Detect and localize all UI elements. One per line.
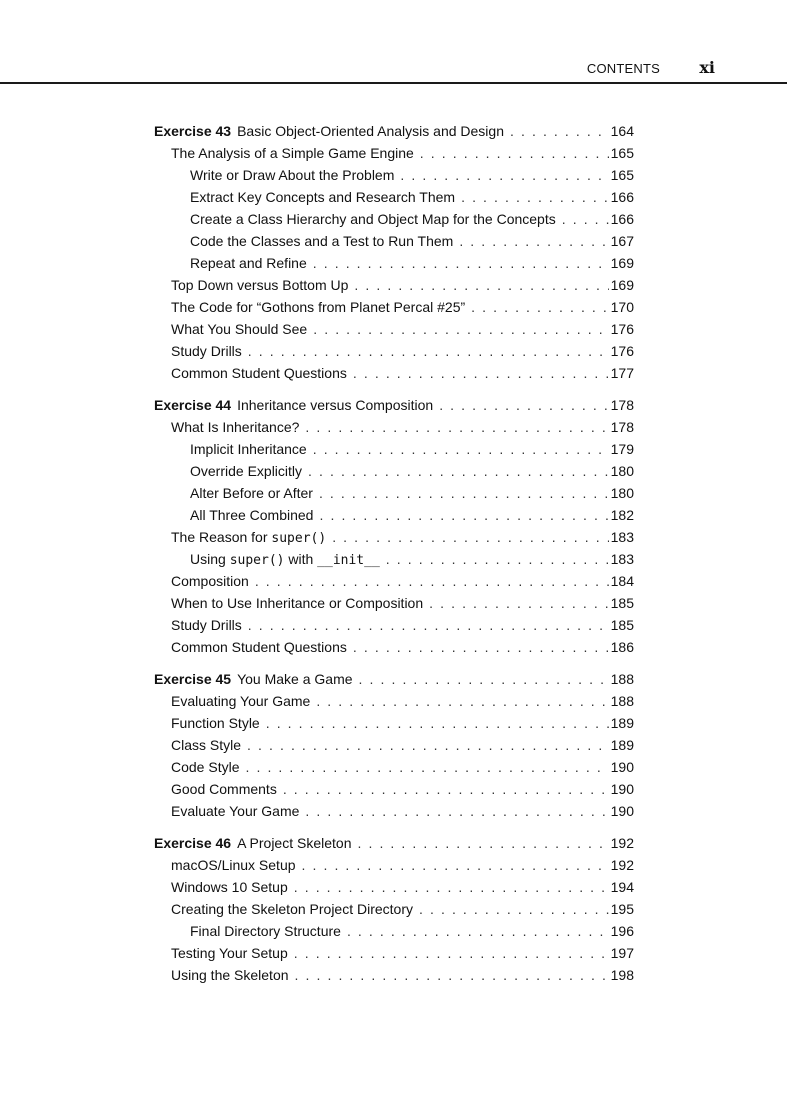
entry-page: 189 [610, 715, 634, 731]
dot-leader [319, 504, 608, 526]
dot-leader [400, 164, 608, 186]
dot-leader [357, 832, 608, 854]
entry-page: 192 [610, 835, 634, 851]
toc-entry[interactable] [154, 712, 634, 734]
toc-entry[interactable] [154, 756, 634, 778]
entry-title: Top Down versus Bottom Up [171, 277, 349, 293]
dot-leader [316, 690, 608, 712]
toc-entry[interactable] [154, 252, 634, 274]
exercise-number: Exercise 45 [154, 671, 232, 687]
exercise-number: Exercise 46 [154, 835, 232, 851]
dot-leader [319, 482, 609, 504]
dot-leader [305, 800, 608, 822]
entry-page: 184 [610, 573, 634, 589]
entry-title: Good Comments [171, 781, 277, 797]
dot-leader [247, 734, 609, 756]
code-keyword: __init__ [317, 553, 380, 568]
entry-title: Evaluating Your Game [171, 693, 311, 709]
dot-leader [313, 438, 609, 460]
dot-leader [354, 274, 608, 296]
toc-entry[interactable] [154, 942, 634, 964]
entry-title: Evaluate Your Game [171, 803, 300, 819]
dot-leader [420, 142, 609, 164]
entry-title: Study Drills [171, 343, 242, 359]
entry-title: Extract Key Concepts and Research Them [190, 189, 456, 205]
dot-leader [359, 668, 609, 690]
entry-page: 180 [610, 463, 634, 479]
table-of-contents [154, 120, 634, 986]
dot-leader [347, 920, 609, 942]
toc-entry[interactable] [154, 416, 634, 438]
entry-page: 169 [610, 255, 634, 271]
entry-page: 167 [610, 233, 634, 249]
dot-leader [439, 394, 608, 416]
entry-title: Study Drills [171, 617, 242, 633]
entry-page: 164 [610, 123, 634, 139]
entry-page: 183 [610, 529, 634, 545]
dot-leader [248, 340, 609, 362]
entry-page: 166 [610, 189, 634, 205]
toc-entry[interactable] [154, 318, 634, 340]
dot-leader [294, 942, 609, 964]
entry-page: 188 [610, 693, 634, 709]
entry-title: Common Student Questions [171, 365, 347, 381]
toc-entry[interactable] [154, 778, 634, 800]
running-head: CONTENTS [586, 61, 660, 76]
dot-leader [510, 120, 609, 142]
dot-leader [248, 614, 609, 636]
dot-leader [295, 964, 609, 986]
entry-title: The Reason for [171, 529, 272, 545]
entry-page: 188 [610, 671, 634, 687]
page-number: xi [699, 58, 715, 77]
entry-title: What You Should See [171, 321, 308, 337]
entry-title: Function Style [171, 715, 260, 731]
dot-leader [255, 570, 609, 592]
dot-leader [294, 876, 609, 898]
dot-leader [266, 712, 609, 734]
page-header [0, 0, 787, 84]
toc-entry[interactable] [154, 340, 634, 362]
entry-page: 170 [610, 299, 634, 315]
toc-entry[interactable] [154, 186, 634, 208]
header-rule [0, 82, 787, 84]
entry-title: The Analysis of a Simple Game Engine [171, 145, 414, 161]
toc-entry[interactable] [154, 548, 634, 570]
toc-entry[interactable] [154, 614, 634, 636]
entry-page: 177 [610, 365, 634, 381]
entry-title: All Three Combined [190, 507, 314, 523]
toc-entry[interactable] [154, 570, 634, 592]
entry-title: The Code for “Gothons from Planet Percal #25” [171, 299, 466, 315]
entry-page: 179 [610, 441, 634, 457]
dot-leader [459, 230, 608, 252]
dot-leader [302, 854, 609, 876]
toc-entry-exercise-45[interactable] [154, 668, 634, 690]
entry-title: macOS/Linux Setup [171, 857, 296, 873]
entry-page: 176 [610, 321, 634, 337]
entry-page: 178 [610, 397, 634, 413]
entry-page: 165 [610, 145, 634, 161]
toc-entry[interactable] [154, 854, 634, 876]
entry-page: 183 [610, 551, 634, 567]
toc-entry-exercise-46[interactable] [154, 832, 634, 854]
entry-page: 185 [610, 595, 634, 611]
dot-leader [419, 898, 609, 920]
entry-title: Write or Draw About the Problem [190, 167, 395, 183]
dot-leader [313, 318, 608, 340]
dot-leader [283, 778, 609, 800]
entry-title: Create a Class Hierarchy and Object Map for the Concepts [190, 211, 556, 227]
toc-entry[interactable] [154, 690, 634, 712]
toc-entry[interactable] [154, 636, 634, 658]
dot-leader [308, 460, 609, 482]
toc-entry[interactable] [154, 482, 634, 504]
dot-leader [353, 362, 609, 384]
dot-leader [332, 526, 608, 548]
entry-page: 189 [610, 737, 634, 753]
entry-page: 190 [610, 759, 634, 775]
entry-title: Code Style [171, 759, 240, 775]
entry-page: 180 [610, 485, 634, 501]
entry-title: Using [190, 551, 230, 567]
toc-entry[interactable] [154, 800, 634, 822]
exercise-number: Exercise 44 [154, 397, 232, 413]
toc-entry-exercise-44[interactable] [154, 394, 634, 416]
toc-entry[interactable] [154, 920, 634, 942]
toc-entry[interactable] [154, 208, 634, 230]
toc-entry[interactable] [154, 898, 634, 920]
dot-leader [386, 548, 609, 570]
entry-title: Alter Before or After [190, 485, 313, 501]
dot-leader [562, 208, 609, 230]
toc-entry[interactable] [154, 296, 634, 318]
dot-leader [353, 636, 609, 658]
entry-title: When to Use Inheritance or Composition [171, 595, 424, 611]
entry-title: Inheritance versus Composition [237, 397, 434, 413]
entry-page: 182 [610, 507, 634, 523]
entry-title: What Is Inheritance? [171, 419, 300, 435]
dot-leader [245, 756, 608, 778]
toc-entry-exercise-43[interactable] [154, 120, 634, 142]
entry-title-middle: with [284, 551, 318, 567]
entry-page: 178 [610, 419, 634, 435]
toc-entry[interactable] [154, 876, 634, 898]
code-keyword: super() [229, 553, 285, 568]
entry-title: A Project Skeleton [237, 835, 352, 851]
entry-title: Final Directory Structure [190, 923, 341, 939]
entry-title: Code the Classes and a Test to Run Them [190, 233, 454, 249]
toc-entry[interactable] [154, 438, 634, 460]
dot-leader [471, 296, 608, 318]
entry-title: Implicit Inheritance [190, 441, 307, 457]
entry-title: Class Style [171, 737, 242, 753]
entry-page: 195 [610, 901, 634, 917]
toc-entry[interactable] [154, 164, 634, 186]
toc-entry[interactable] [154, 504, 634, 526]
entry-page: 197 [610, 945, 634, 961]
entry-page: 165 [610, 167, 634, 183]
toc-entry[interactable] [154, 362, 634, 384]
entry-page: 196 [610, 923, 634, 939]
entry-title: Common Student Questions [171, 639, 347, 655]
dot-leader [461, 186, 609, 208]
dot-leader [429, 592, 609, 614]
toc-entry[interactable] [154, 230, 634, 252]
entry-page: 176 [610, 343, 634, 359]
entry-title: Windows 10 Setup [171, 879, 288, 895]
toc-entry[interactable] [154, 526, 634, 548]
entry-page: 169 [610, 277, 634, 293]
entry-page: 190 [610, 803, 634, 819]
toc-entry[interactable] [154, 964, 634, 986]
entry-title: Composition [171, 573, 249, 589]
dot-leader [305, 416, 608, 438]
entry-page: 185 [610, 617, 634, 633]
entry-page: 198 [610, 967, 634, 983]
entry-title: Creating the Skeleton Project Directory [171, 901, 413, 917]
toc-entry[interactable] [154, 592, 634, 614]
code-keyword: super() [271, 531, 327, 546]
exercise-number: Exercise 43 [154, 123, 232, 139]
entry-title: Using the Skeleton [171, 967, 289, 983]
entry-title: Basic Object-Oriented Analysis and Design [237, 123, 504, 139]
entry-page: 194 [610, 879, 634, 895]
toc-entry[interactable] [154, 142, 634, 164]
entry-title: Override Explicitly [190, 463, 303, 479]
entry-title: Testing Your Setup [171, 945, 288, 961]
toc-entry[interactable] [154, 460, 634, 482]
entry-page: 186 [610, 639, 634, 655]
entry-title: Repeat and Refine [190, 255, 307, 271]
entry-title: You Make a Game [237, 671, 353, 687]
dot-leader [313, 252, 609, 274]
entry-page: 166 [610, 211, 634, 227]
entry-page: 190 [610, 781, 634, 797]
toc-entry[interactable] [154, 274, 634, 296]
toc-entry[interactable] [154, 734, 634, 756]
entry-page: 192 [610, 857, 634, 873]
